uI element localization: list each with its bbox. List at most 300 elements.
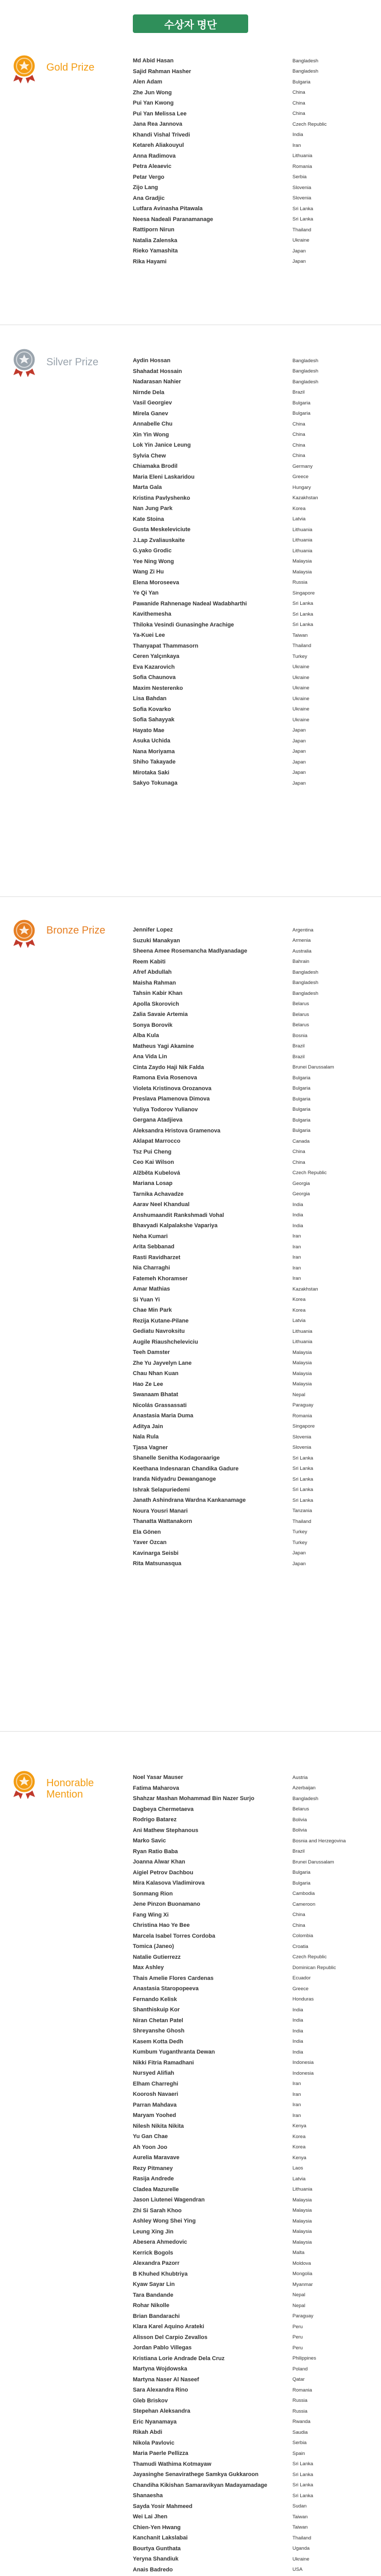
winner-country: Bulgaria	[292, 1107, 310, 1113]
winner-row	[133, 588, 370, 599]
winner-name: Anna Radimova	[133, 152, 176, 159]
winner-country: Taiwan	[292, 2524, 308, 2531]
winner-row	[133, 2396, 370, 2406]
winner-name: Anastasia Staropopeeva	[133, 1986, 199, 1992]
bronze-prize-title: Bronze Prize	[46, 925, 106, 936]
winner-name: Sayda Yosir Mahmeed	[133, 2503, 193, 2510]
winner-country: India	[292, 1223, 303, 1229]
winner-country: Greece	[292, 474, 309, 480]
winner-row	[133, 999, 370, 1010]
winner-country: Nepal	[292, 2292, 305, 2298]
winner-name: Aleksandra Hristova Gramenova	[133, 1127, 220, 1134]
winner-row	[133, 2068, 370, 2079]
winner-row	[133, 1094, 370, 1105]
winner-country: China	[292, 1159, 305, 1165]
winner-name: Nikki Fitria Ramadhani	[133, 2059, 194, 2066]
winner-country: Ukraine	[292, 717, 309, 723]
winner-row	[133, 1537, 370, 1548]
winner-row	[133, 630, 370, 641]
winner-row	[133, 2448, 370, 2459]
winner-name: Abesera Ahmedovic	[133, 2239, 187, 2246]
winner-row	[133, 2153, 370, 2163]
winner-name: Sonmang Rion	[133, 1890, 173, 1897]
winner-name: Leung Xing Jin	[133, 2228, 174, 2235]
winner-row	[133, 1178, 370, 1189]
winner-country: Cameroon	[292, 1901, 316, 1907]
winner-name: Sara Alexandra Rino	[133, 2387, 188, 2394]
winner-name: Md Abid Hasan	[133, 58, 174, 64]
winner-row	[133, 1368, 370, 1379]
winner-name: Keethana Indesnaran Chandika Gadure	[133, 1465, 239, 1472]
winner-country: Ukraine	[292, 706, 309, 713]
winner-country: Slovenia	[292, 195, 311, 201]
winner-row	[133, 957, 370, 968]
winner-row	[133, 1878, 370, 1889]
winner-row	[133, 620, 370, 631]
winner-row	[133, 409, 370, 419]
winner-country: Iran	[292, 2112, 301, 2119]
winner-country: Iran	[292, 1276, 301, 1282]
winner-row	[133, 182, 370, 193]
winner-row	[133, 1252, 370, 1263]
winner-name: Augile Riaushcheleviciu	[133, 1338, 198, 1345]
winner-country: India	[292, 2049, 303, 2055]
winner-name: Kumbum Yuganthranta Dewan	[133, 2049, 215, 2056]
winner-row	[133, 1453, 370, 1464]
winner-row	[133, 978, 370, 989]
winner-name: Thanyapat Thammasorn	[133, 642, 199, 649]
winner-row	[133, 609, 370, 620]
winner-name: Fatima Maharova	[133, 1785, 179, 1791]
winner-country: Korea	[292, 505, 306, 512]
winner-country: Korea	[292, 2133, 306, 2140]
winner-name: Sofia Chaunova	[133, 674, 176, 681]
winner-name: Tomica (Janeo)	[133, 1943, 174, 1950]
winner-name: Chae Min Park	[133, 1307, 172, 1314]
winner-country: Saudia	[292, 2429, 308, 2435]
winner-row	[133, 2343, 370, 2353]
winner-country: Sri Lanka	[292, 611, 314, 617]
winner-name: Klara Karel Aquino Arateki	[133, 2324, 204, 2330]
winner-row	[133, 546, 370, 556]
winner-country: Singapore	[292, 1423, 315, 1430]
winner-country: Japan	[292, 727, 306, 734]
winner-row	[133, 355, 370, 366]
winner-country: Turkey	[292, 1539, 307, 1546]
winner-name: Nicolás Grassassati	[133, 1402, 187, 1409]
winner-row	[133, 1857, 370, 1868]
winner-row	[133, 556, 370, 567]
winner-name: Maria Eleni Laskaridou	[133, 473, 195, 480]
winner-country: Czech Republic	[292, 1954, 327, 1960]
winner-row	[133, 2121, 370, 2132]
winner-row	[133, 204, 370, 214]
winner-row	[133, 440, 370, 451]
winner-row	[133, 1846, 370, 1857]
winner-country: Brunei Darussalam	[292, 1859, 334, 1865]
winner-country: Honduras	[292, 1996, 314, 2003]
winner-country: Armenia	[292, 938, 311, 944]
winner-name: Mirela Ganev	[133, 410, 168, 417]
winner-row	[133, 725, 370, 736]
winner-country: Slovenia	[292, 1434, 311, 1440]
winner-country: Brazil	[292, 1054, 305, 1060]
winner-name: Rita Matsunasqua	[133, 1561, 182, 1567]
winner-country: Bangladesh	[292, 969, 319, 975]
winner-country: Bulgaria	[292, 1075, 310, 1081]
winner-row	[133, 1495, 370, 1506]
winner-row	[133, 451, 370, 462]
winner-country: Bulgaria	[292, 79, 310, 85]
winner-country: Lithuania	[292, 1339, 313, 1345]
winner-country: Lithuania	[292, 153, 313, 159]
winner-country: Sri Lanka	[292, 206, 314, 212]
winner-name: Ryan Ratio Baba	[133, 1848, 178, 1855]
winner-row	[133, 1973, 370, 1984]
winner-row	[133, 2321, 370, 2332]
winner-row	[133, 599, 370, 609]
winner-row	[133, 2237, 370, 2248]
winner-country: Iran	[292, 2102, 301, 2108]
winner-name: Petar Vergo	[133, 174, 165, 180]
winner-name: Khandi Vishal Trivedi	[133, 131, 190, 138]
winner-country: Malaysia	[292, 1370, 312, 1377]
winner-row	[133, 1379, 370, 1390]
winner-name: Koorosh Navaeri	[133, 2091, 179, 2098]
winner-name: Ela Gönen	[133, 1529, 161, 1535]
winner-country: Japan	[292, 248, 306, 254]
winner-country: Malaysia	[292, 2208, 312, 2214]
winner-name: Pawanide Rahnenage Nadeal Wadabharthi	[133, 600, 247, 607]
winner-country: Lithuania	[292, 1328, 313, 1334]
winner-country: Korea	[292, 1307, 306, 1313]
winner-name: Rodrigo Batarez	[133, 1817, 177, 1823]
winner-row	[133, 109, 370, 120]
winner-row	[133, 2279, 370, 2290]
winner-name: Yaver Özcan	[133, 1539, 167, 1546]
winner-name: Chau Nhan Kuan	[133, 1370, 179, 1377]
winner-country: Japan	[292, 780, 306, 786]
winner-name: Noel Yasar Mauser	[133, 1774, 183, 1781]
winner-name: Pui Yan Melissa Lee	[133, 110, 187, 117]
winner-name: Ye Qi Yan	[133, 590, 159, 597]
winner-row	[133, 56, 370, 66]
winner-name: Max Ashley	[133, 1964, 164, 1971]
winner-country: Lithuania	[292, 2187, 313, 2193]
winner-country: Czech Republic	[292, 121, 327, 127]
winner-country: Iran	[292, 142, 301, 148]
winner-country: Bulgaria	[292, 1128, 310, 1134]
winner-name: Pui Yan Kwong	[133, 100, 174, 107]
winner-country: Australia	[292, 948, 311, 954]
winner-row	[133, 2248, 370, 2259]
winner-name: Rezy Pitmaney	[133, 2165, 173, 2172]
winner-row	[133, 1062, 370, 1073]
winner-name: Hayato Mae	[133, 727, 165, 734]
winner-name: Kristina Pavlyshenko	[133, 495, 190, 501]
winner-name: Sonya Borovik	[133, 1022, 173, 1028]
winner-row	[133, 1168, 370, 1179]
winner-name: J.Lap Zvaliauskaite	[133, 537, 185, 544]
winner-row	[133, 1083, 370, 1094]
winner-name: Zhe Jun Wong	[133, 89, 172, 96]
winner-country: Argentina	[292, 927, 314, 933]
winner-country: Sri Lanka	[292, 216, 314, 223]
winner-name: Maxim Nesterenko	[133, 685, 183, 691]
winner-country: Taiwan	[292, 2514, 308, 2520]
bronze-medal-icon	[7, 916, 41, 950]
winner-row	[133, 2227, 370, 2238]
honorable-winner-list	[133, 1772, 370, 2576]
winner-row	[133, 235, 370, 246]
winner-name: Amar Mathias	[133, 1286, 170, 1293]
winner-row	[133, 2512, 370, 2522]
winner-row	[133, 2206, 370, 2216]
winner-country: Japan	[292, 738, 306, 744]
winner-row	[133, 1474, 370, 1485]
winner-row	[133, 1231, 370, 1242]
winner-row	[133, 2417, 370, 2428]
winner-name: Gleb Briskov	[133, 2397, 168, 2404]
winner-name: Niran Chetan Patel	[133, 2017, 183, 2024]
winner-country: Ecuador	[292, 1975, 311, 1981]
winner-row	[133, 1305, 370, 1316]
winner-country: Bangladesh	[292, 379, 319, 385]
winner-name: Lok Yin Janice Leung	[133, 442, 191, 449]
winner-name: Marko Savic	[133, 1838, 166, 1844]
winner-row	[133, 88, 370, 98]
winner-name: Nikola Pavlovic	[133, 2439, 175, 2446]
winner-row	[133, 1115, 370, 1126]
winner-name: Chandiha Kikishan Samaravikyan Madayamadage	[133, 2482, 268, 2488]
winner-country: Bahrain	[292, 959, 309, 965]
winner-country: Mongolia	[292, 2271, 313, 2277]
winner-name: Fatemeh Khoramser	[133, 1275, 188, 1282]
winner-row	[133, 1558, 370, 1569]
winner-row	[133, 535, 370, 546]
winner-row	[133, 1326, 370, 1337]
gold-winner-list	[133, 56, 370, 267]
winner-country: Tanzania	[292, 1508, 313, 1514]
winner-country: Bulgaria	[292, 1880, 310, 1886]
winner-row	[133, 651, 370, 662]
winner-country: Bulgaria	[292, 1086, 310, 1092]
winner-country: Ukraine	[292, 664, 309, 670]
winner-row	[133, 472, 370, 483]
winner-name: Rezija Kutane-Pilane	[133, 1317, 189, 1324]
winner-name: Natalie Gutierrezz	[133, 1954, 181, 1960]
winner-row	[133, 2469, 370, 2480]
winner-row	[133, 1443, 370, 1453]
winner-country: Lithuania	[292, 527, 313, 533]
winner-country: Peru	[292, 2345, 303, 2351]
winner-country: Ukraine	[292, 674, 309, 681]
winner-country: Sri Lanka	[292, 2482, 314, 2488]
winner-name: Zhi Si Sarah Khoo	[133, 2207, 182, 2214]
winner-row	[133, 1793, 370, 1804]
winner-row	[133, 493, 370, 504]
winner-name: Shahzar Mashan Mohammad Bin Nazer Surjo	[133, 1795, 254, 1802]
winner-row	[133, 1105, 370, 1115]
winner-country: Ukraine	[292, 238, 309, 244]
winner-country: Azerbaijan	[292, 1785, 316, 1791]
winner-name: Kristiana Lorie Andrade Dela Cruz	[133, 2355, 225, 2362]
winner-name: Nirnde Dela	[133, 389, 165, 396]
winner-name: Petra Aleaevic	[133, 163, 171, 170]
winner-name: Preslava Plamenova Dimova	[133, 1096, 210, 1103]
winner-row	[133, 2533, 370, 2544]
winner-name: Thanatta Wattanakorn	[133, 1518, 193, 1525]
winner-row	[133, 2438, 370, 2449]
winner-country: Latvia	[292, 2176, 306, 2182]
winner-row	[133, 2300, 370, 2311]
winner-name: Brian Bandarachi	[133, 2313, 180, 2319]
winner-name: Gediatu Navroksitu	[133, 1328, 185, 1335]
winner-name: Eric Nyanamaya	[133, 2418, 177, 2425]
winner-country: Romania	[292, 2387, 313, 2393]
winner-row	[133, 946, 370, 957]
winner-name: Thiloka Vesindi Gunasinghe Arachige	[133, 621, 234, 628]
winner-row	[133, 2565, 370, 2575]
winner-row	[133, 1952, 370, 1963]
winner-row	[133, 2459, 370, 2470]
silver-prize-title: Silver Prize	[46, 357, 99, 368]
winner-country: Nepal	[292, 2302, 305, 2309]
winner-country: Sudan	[292, 2503, 307, 2510]
winner-row	[133, 2332, 370, 2343]
winner-country: Laos	[292, 2165, 303, 2172]
winner-name: Bhavyadi Kalpalakshe Vapariya	[133, 1223, 218, 1229]
winner-name: Neesa Nadeali Paranamanage	[133, 216, 213, 223]
winner-country: China	[292, 90, 305, 96]
winner-country: Peru	[292, 2334, 303, 2341]
winner-country: Bangladesh	[292, 980, 319, 986]
winner-row	[133, 567, 370, 578]
winner-name: Nadarasan Nahier	[133, 379, 181, 385]
winner-name: Vasil Georgiev	[133, 400, 172, 406]
winner-name: Afref Abdullah	[133, 969, 172, 976]
section-divider	[0, 1731, 381, 1732]
winner-row	[133, 683, 370, 694]
winner-country: Malaysia	[292, 1349, 312, 1355]
winner-row	[133, 1411, 370, 1421]
winner-country: Brazil	[292, 1043, 305, 1049]
winner-row	[133, 461, 370, 472]
winner-row	[133, 2110, 370, 2121]
winner-country: Peru	[292, 2324, 303, 2330]
winner-name: Marcela Isabel Torres Cordoba	[133, 1933, 215, 1939]
winner-name: Kate Stoina	[133, 516, 164, 522]
winner-row	[133, 1889, 370, 1900]
winner-country: Taiwan	[292, 632, 308, 638]
winner-name: Yuliya Todorov Yulianov	[133, 1106, 198, 1113]
winner-row	[133, 2258, 370, 2269]
winner-country: Malaysia	[292, 2239, 312, 2245]
winner-row	[133, 641, 370, 652]
winner-name: Chiamaka Brodil	[133, 463, 178, 470]
winner-name: Shanthiskuip Kor	[133, 2007, 180, 2013]
winner-country: Bangladesh	[292, 69, 319, 75]
winner-row	[133, 2544, 370, 2554]
winner-row	[133, 1030, 370, 1041]
winner-name: Hao Ze Lee	[133, 1381, 163, 1387]
winner-row	[133, 2195, 370, 2206]
winner-row	[133, 1910, 370, 1921]
winner-country: Qatar	[292, 2377, 305, 2383]
winner-row	[133, 2131, 370, 2142]
winner-country: Kenya	[292, 2155, 306, 2161]
winner-row	[133, 419, 370, 430]
winner-name: Rohar Nikolle	[133, 2302, 169, 2309]
winner-country: Turkey	[292, 653, 307, 659]
winner-country: Japan	[292, 770, 306, 776]
winner-country: Indonesia	[292, 2060, 314, 2066]
winner-name: Jennifer Lopez	[133, 927, 173, 934]
winner-row	[133, 1210, 370, 1221]
winner-country: Austria	[292, 1774, 308, 1781]
winner-name: Teeh Damster	[133, 1349, 170, 1356]
winner-country: Rwanda	[292, 2419, 310, 2425]
winner-name: Zhe Yu Jayvelyn Lane	[133, 1360, 192, 1366]
winner-country: Sri Lanka	[292, 2471, 314, 2478]
winner-row	[133, 1126, 370, 1137]
winner-row	[133, 1242, 370, 1252]
winner-name: Mirotaka Saki	[133, 769, 169, 776]
winner-name: Cinta Zaydo Haji Nik Falda	[133, 1064, 204, 1071]
winner-name: Violeta Kristinova Orozanova	[133, 1085, 212, 1092]
winner-country: Malaysia	[292, 1381, 312, 1387]
winner-name: Tsz Pui Cheng	[133, 1148, 171, 1155]
winner-name: Shanelle Senitha Kodagoraarige	[133, 1455, 220, 1462]
winner-row	[133, 925, 370, 936]
winner-country: Cambodia	[292, 1891, 315, 1897]
winner-country: Thailand	[292, 643, 311, 649]
winner-country: Sri Lanka	[292, 1497, 314, 1503]
winner-country: Malaysia	[292, 2229, 312, 2235]
winner-row	[133, 2501, 370, 2512]
winner-name: B Khuhed Khubtriya	[133, 2270, 188, 2277]
winner-country: Ukraine	[292, 2556, 309, 2562]
winner-country: Brazil	[292, 1849, 305, 1855]
winner-country: Georgia	[292, 1180, 310, 1187]
winner-row	[133, 151, 370, 162]
winner-row	[133, 2406, 370, 2417]
winner-name: G.yako Grodic	[133, 548, 172, 554]
winner-row	[133, 2427, 370, 2438]
winner-row	[133, 430, 370, 440]
winner-country: USA	[292, 2567, 303, 2573]
winner-name: Sofia Kovarko	[133, 706, 171, 713]
winner-row	[133, 2311, 370, 2322]
winner-row	[133, 77, 370, 88]
winner-name: Aklapat Marrocco	[133, 1138, 181, 1145]
winner-name: Rasti Ravidharzet	[133, 1254, 181, 1261]
winner-country: Belarus	[292, 1806, 309, 1812]
winner-name: Aarav Neel Khandual	[133, 1201, 190, 1208]
winner-country: Belarus	[292, 1001, 309, 1007]
winner-row	[133, 988, 370, 999]
winner-name: Nursyed Alifiah	[133, 2070, 175, 2077]
winner-name: Ani Mathew Stephanous	[133, 1827, 199, 1834]
winner-row	[133, 1263, 370, 1274]
winner-name: Ya-Kuei Lee	[133, 632, 165, 639]
winner-row	[133, 524, 370, 535]
winner-country: Japan	[292, 259, 306, 265]
winner-row	[133, 2269, 370, 2280]
winner-row	[133, 1920, 370, 1931]
winner-name: Sylvia Chew	[133, 452, 166, 459]
winner-country: Malaysia	[292, 558, 312, 565]
